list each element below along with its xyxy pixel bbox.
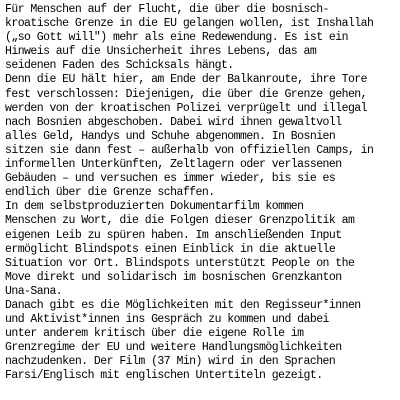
text-line: werden von der kroatischen Polizei verprügelt und illegal bbox=[5, 101, 368, 115]
text-line: sitzen sie dann fest – außerhalb von offiziellen Camps, in bbox=[5, 143, 374, 157]
paragraph-intro bbox=[5, 3, 396, 73]
text-line: informellen Unterkünften, Zeltlagern oder verlassenen bbox=[5, 158, 342, 172]
text-line: nach Bosnien abgeschoben. Dabei wird ihnen gewaltvoll bbox=[5, 115, 342, 129]
text-line: nachzudenken. Der Film (37 Min) wird in den Sprachen bbox=[5, 355, 336, 369]
text-line: Una-Sana. bbox=[5, 284, 63, 298]
text-line: Gebäuden – und versuchen es immer wieder, bis sie es bbox=[5, 172, 336, 186]
text-line: Hinweis auf die Unsicherheit ihres Lebens, das am bbox=[5, 45, 317, 59]
text-line: Für Menschen auf der Flucht, die über die bosnisch- bbox=[5, 3, 329, 16]
text-line: unter anderem kritisch über die eigene Rolle im bbox=[5, 327, 304, 341]
text-line: („so Gott will") mehr als eine Redewendung. Es ist ein bbox=[5, 31, 348, 45]
text-line: Menschen zu Wort, die die Folgen dieser Grenzpolitik am bbox=[5, 214, 355, 228]
text-line: alles Geld, Handys und Schuhe abgenommen. In Bosnien bbox=[5, 129, 336, 143]
text-line: kroatische Grenze in die EU gelangen wollen, ist Inshallah bbox=[5, 17, 374, 31]
text-line: Denn die EU hält hier, am Ende der Balkanroute, ihre Tore bbox=[5, 73, 368, 87]
text-line: fest verschlossen: Diejenigen, die über die Grenze gehen, bbox=[5, 87, 368, 101]
text-line: endlich über die Grenze schaffen. bbox=[5, 186, 215, 200]
text-line: und Aktivist*innen ins Gespräch zu kommen und dabei bbox=[5, 313, 329, 327]
text-line: Move direkt und solidarisch im bosnischen Grenzkanton bbox=[5, 270, 342, 284]
paragraph-situation bbox=[5, 73, 396, 200]
paragraph-discussion bbox=[5, 299, 396, 384]
text-line: In dem selbstproduzierten Dokumentarfilm kommen bbox=[5, 200, 304, 214]
text-line: Farsi/Englisch mit englischen Untertiteln gezeigt. bbox=[5, 369, 323, 383]
text-line: Danach gibt es die Möglichkeiten mit den Regisseur*innen bbox=[5, 298, 361, 312]
text-line: eigenen Leib zu spüren haben. Im anschließenden Input bbox=[5, 228, 342, 242]
text-line: seidenen Faden des Schicksals hängt. bbox=[5, 59, 234, 73]
paragraph-film bbox=[5, 200, 396, 299]
text-line: Situation vor Ort. Blindspots unterstützt People on the bbox=[5, 256, 355, 270]
text-line: Grenzregime der EU und weitere Handlungsmöglichkeiten bbox=[5, 341, 342, 355]
text-line: ermöglicht Blindspots einen Einblick in die aktuelle bbox=[5, 242, 336, 256]
